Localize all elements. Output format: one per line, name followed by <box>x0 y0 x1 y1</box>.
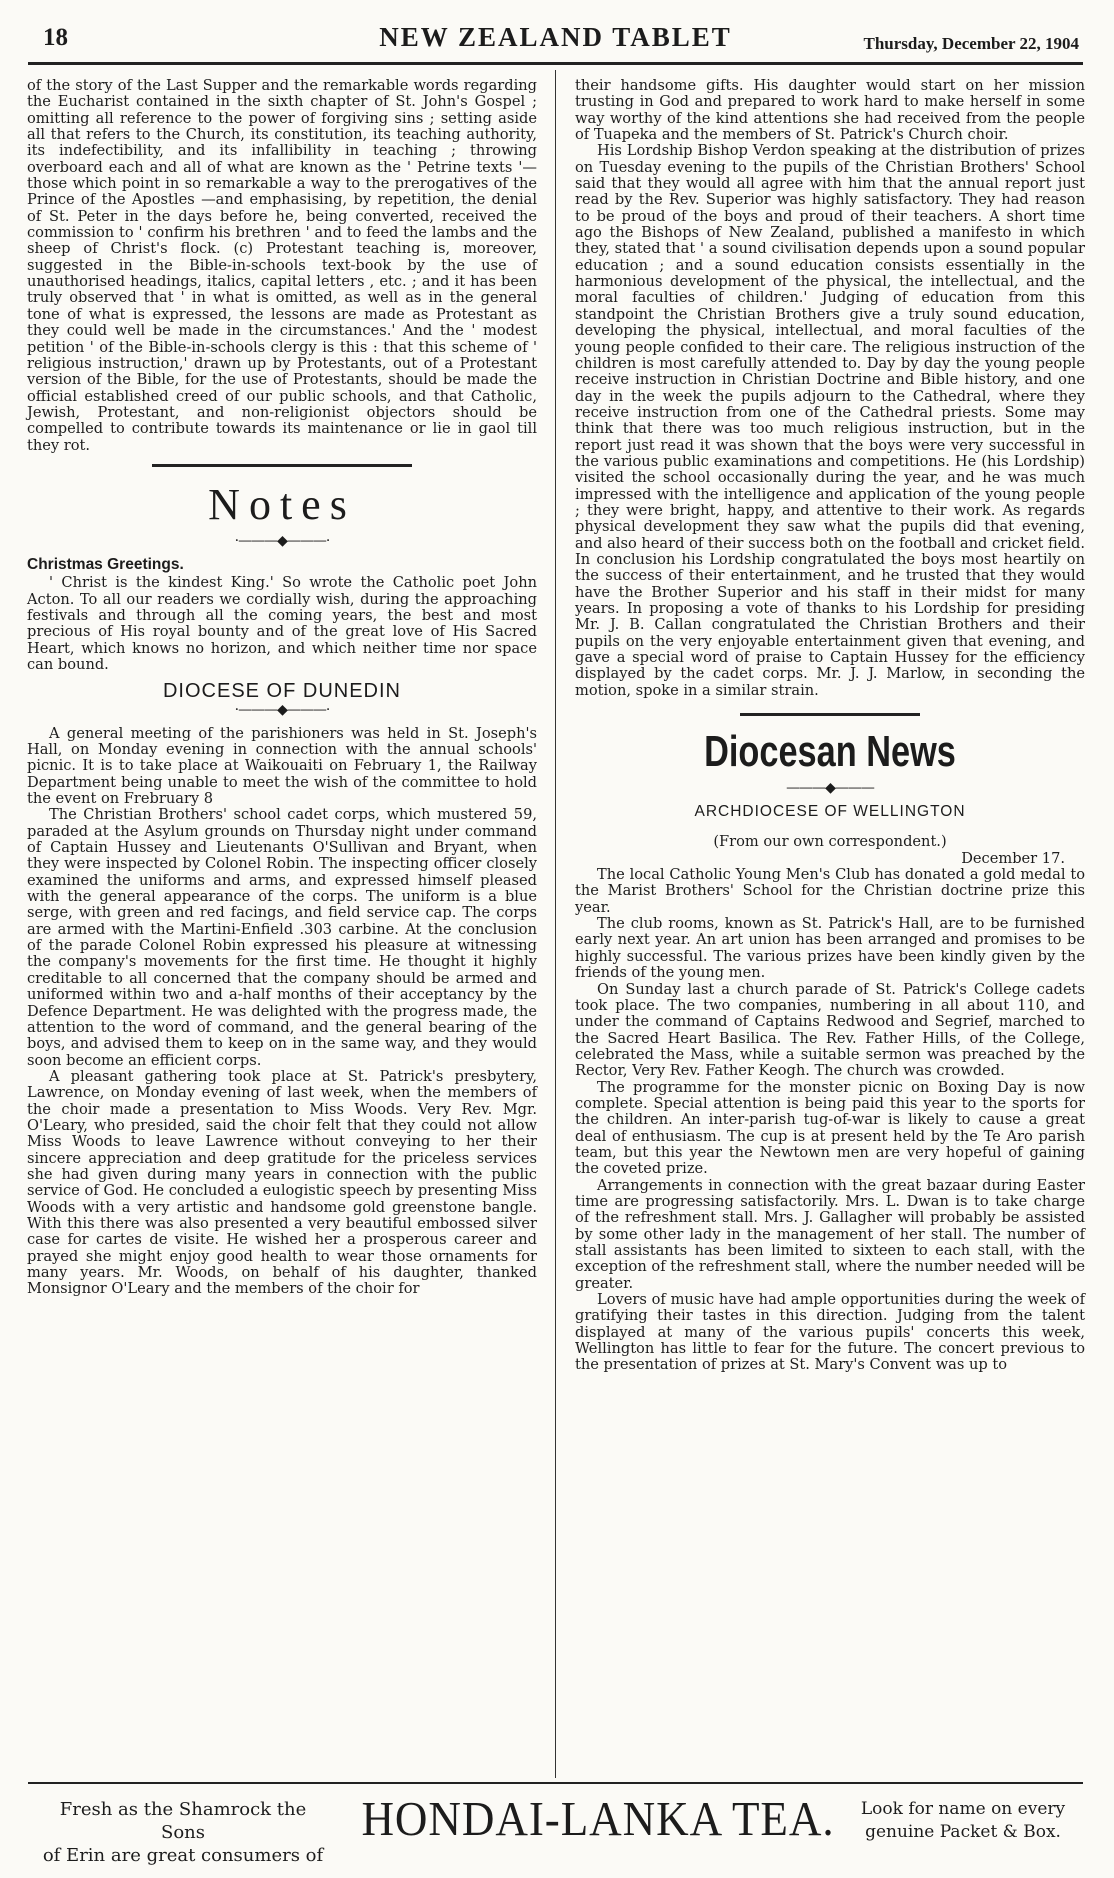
left-column <box>27 78 537 1298</box>
issue-date: Thursday, December 22, 1904 <box>863 34 1079 53</box>
page-number: 18 <box>43 24 68 51</box>
dunedin-paragraph: The Christian Brothers' school cadet corps, which mustered 59, paraded at the Asylum grounds on Thursday night under command of Captain Hussey and Lieutenants O'Sullivan and Bryant, when they were inspected by Colonel Robin. The inspecting officer closely examined the uniforms and arms, and expressed himself pleased with the general appearance of the corps. The uniform is a blue serge, with green and red facings, and field service cap. The corps are armed with the Martini-Enfield .303 carbine. At the conclusion of the parade Colonel Robin expressed his pleasure at witnessing the company's movements for the first time. He thought it highly creditable to all concerned that the company should be armed and uniformed within two and a-half months of their acceptancy by the Defence Department. He was delighted with the progress made, the attention to the word of command, and the general bearing of the boys, and advised them to keep on in the same way, and they would soon become an efficient corps. <box>27 806 537 1069</box>
verdon-paragraph: His Lordship Bishop Verdon speaking at the distribution of prizes on Tuesday evening to the pupils of the Christian Brothers' School said that they would all agree with him that the annual report just read by the Rev. Superior was highly satisfactory. They had reason to be proud of the boys and proud of their teachers. A short time ago the Bishops of New Zealand, published a manifesto in which they, stated that ' a sound civilisation depends upon a sound popular education ; and a sound education consists essentially in the harmonious development of the physical, the intellectual, and the moral faculties of children.' Judging of education from this standpoint the Christian Brothers give a truly sound education, developing the physical, intellectual, and moral faculties of the young people confided to their care. The religious instruction of the children is most carefully attended to. Day by day the young people receive instruction in Christian Doctrine and Bible history, and one day in the week the pupils adjourn to the Cathedral, where they receive instruction from one of the Cathedral priests. Some may think that there was too much religious instruction, but in the report just read it was shown that the boys were very successful in the various public examinations and competitions. He (his Lordship) visited the school occasionally during the year, and he was much impressed with the intelligence and application of the young people ; they were bright, happy, and attentive to their work. As regards physical development they saw what the pupils did that evening, and also heard of their success both on the football and cricket field. In conclusion his Lordship congratulated the boys most heartily on the success of their entertainment, and he trusted that they would have the Brother Superior and his staff in their midst for many years. In proposing a vote of thanks to his Lordship for presiding Mr. J. B. Callan congratulated the Christian Brothers and their pupils on the very enjoyable entertainment given that evening, and gave a special word of praise to Captain Hussey for the efficiency displayed by the cadet corps. Mr. J. J. Marlow, in seconding the motion, spoke in a similar strain. <box>575 142 1085 699</box>
wellington-paragraph: The programme for the monster picnic on Boxing Day is now complete. Special attention is being paid this year to the sports for the children. An inter-parish tug-of-war is likely to cause a great deal of enthusiasm. The cup is at present held by the Te Aro parish team, but this year the Newtown men are very hopeful of gaining the coveted prize. <box>575 1078 1085 1178</box>
christmas-heading: Christmas Greetings. <box>27 555 184 573</box>
wellington-heading: ARCHDIOCESE OF WELLINGTON <box>694 803 966 821</box>
diocesan-top-rule <box>740 713 920 716</box>
wellington-paragraph: On Sunday last a church parade of St. Patrick's College cadets took place. The two companies, numbering in all about 110, and under the command of Captains Redwood and Segrief, marched to the Sacred Heart Basilica. The Rev. Father Hills, of the College, celebrated the Mass, while a suitable sermon was preached by the Rector, Very Rev. Father Keogh. The church was crowded. <box>575 980 1085 1080</box>
ad-right-line: Look for name on every <box>860 1799 1066 1819</box>
notes-heading: Notes <box>208 479 356 529</box>
ad-left-line: of Erin are great consumers of <box>42 1845 324 1866</box>
wellington-paragraph: Lovers of music have had ample opportunities during the week of gratifying their tastes in this direction. Judging from the talent displayed at many of the various pupils' concerts this week, Wellington has little to fear for the future. The concert previous to the presentation of prizes at St. Mary's Convent was up to <box>575 1291 1085 1374</box>
ad-right-text <box>853 1798 1073 1844</box>
ad-right-line: genuine Packet & Box. <box>865 1822 1061 1842</box>
christmas-paragraph: ' Christ is the kindest King.' So wrote the Catholic poet John Acton. To all our readers we cordially wish, during the approaching festivals and through all the coming years, the best and most precious of His royal bounty and of the great love of His Sacred Heart, which knows no horizon, and which neither time nor space can bound. <box>27 574 537 673</box>
notes-ornament: ·———◆———· <box>234 532 330 549</box>
correspondent-line: (From our own correspondent.) <box>713 833 947 851</box>
dateline: December 17. <box>961 849 1065 867</box>
article-continuation: their handsome gifts. His daughter would start on her mission trusting in God and prepared to work hard to make herself in some way worthy of the kind attentions she had received from the people of Tuapeka and the members of St. Patrick's Church choir. <box>575 77 1085 144</box>
ad-brand-name: HONDAI-LANKA TEA. <box>361 1791 835 1846</box>
ad-left-text <box>38 1798 328 1867</box>
diocesan-news-heading: Diocesan News <box>704 727 956 777</box>
dunedin-ornament: ·———◆———· <box>234 701 330 718</box>
wellington-paragraph: Arrangements in connection with the great bazaar during Easter time are progressing satisfactorily. Mrs. L. Dwan is to take charge of the refreshment stall. Mrs. J. Gallagher will probably be assisted by some other lady in the management of her stall. The number of stall assistants has been limited to sixteen to each stall, with the exception of the refreshment stall, where the number needed will be greater. <box>575 1176 1085 1292</box>
notes-top-rule <box>152 464 412 467</box>
right-column <box>575 78 1085 1374</box>
dunedin-paragraph: A pleasant gathering took place at St. Patrick's presbytery, Lawrence, on Monday evening of last week, when the members of the choir made a presentation to Miss Woods. Very Rev. Mgr. O'Leary, who presided, said the choir felt that they could not allow Miss Woods to leave Lawrence without conveying to her their sincere appreciation and deep gratitude for the priceless services she had given during many years in connection with the public service of God. He concluded a eulogistic speech by presenting Miss Woods with a very artistic and handsome gold greenstone bangle. With this there was also presented a very beautiful embossed silver case for cartes de visite. He wished her a prosperous career and prayed she might enjoy good health to wear those ornaments for many years. Mr. Woods, on behalf of his daughter, thanked Monsignor O'Leary and the members of the choir for <box>27 1067 537 1298</box>
diocesan-ornament: ———◆——— <box>786 780 874 797</box>
ad-left-line: Fresh as the Shamrock the Sons <box>59 1799 307 1843</box>
wellington-paragraph: The club rooms, known as St. Patrick's Hall, are to be furnished early next year. An art union has been arranged and promises to be highly successful. The various prizes have been kindly given by the friends of the young men. <box>575 915 1085 982</box>
dunedin-paragraph: A general meeting of the parishioners was held in St. Joseph's Hall, on Monday evening in connection with the annual schools' picnic. It is to take place at Waikouaiti on February 1, the Railway Department being unable to meet the wish of the committee to hold the event on Frebruary 8 <box>27 724 537 808</box>
article-continuation: of the story of the Last Supper and the remarkable words regarding the Eucharist contained in the sixth chapter of St. John's Gospel ; omitting all reference to the power of forgiving sins ; setting aside all that refers to the Church, its constitution, its teaching authority, its indefectibility, and its infallibility in teaching ; throwing overboard each and all of what are known as the ' Petrine texts '—those which point in so remarkable a way to the prerogatives of the Prince of the Apostles —and emphasising, by repetition, the denial of St. Peter in the days before he, being converted, received the commission to ' confirm his brethren ' and to feed the lambs and the sheep of Christ's flock. (c) Protestant teaching is, moreover, suggested in the Bible-in-schools text-book by the use of unauthorised headings, italics, capital letters , etc. ; and it has been truly observed that ' in what is omitted, as well as in the general tone of what is expressed, the lessons are made as Protestant as they could well be made in the circumstances.' And the ' modest petition ' of the Bible-in-schools clergy is this : that this scheme of ' religious instruction,' drawn up by Protestants, out of a Protestant version of the Bible, for the use of Protestants, should be made the official established creed of our public schools, and that Catholic, Jewish, Protestant, and non-religionist objectors should be compelled to contribute towards its maintenance or lie in gaol till they rot. <box>27 77 537 454</box>
dunedin-heading: DIOCESE OF DUNEDIN <box>162 680 402 703</box>
wellington-paragraph: The local Catholic Young Men's Club has donated a gold medal to the Marist Brothers' School for the Christian doctrine prize this year. <box>575 866 1085 916</box>
column-divider <box>555 70 556 1778</box>
tea-advertisement <box>28 1782 1083 1864</box>
newspaper-title: NEW ZEALAND TABLET <box>379 22 732 52</box>
masthead <box>28 20 1083 65</box>
